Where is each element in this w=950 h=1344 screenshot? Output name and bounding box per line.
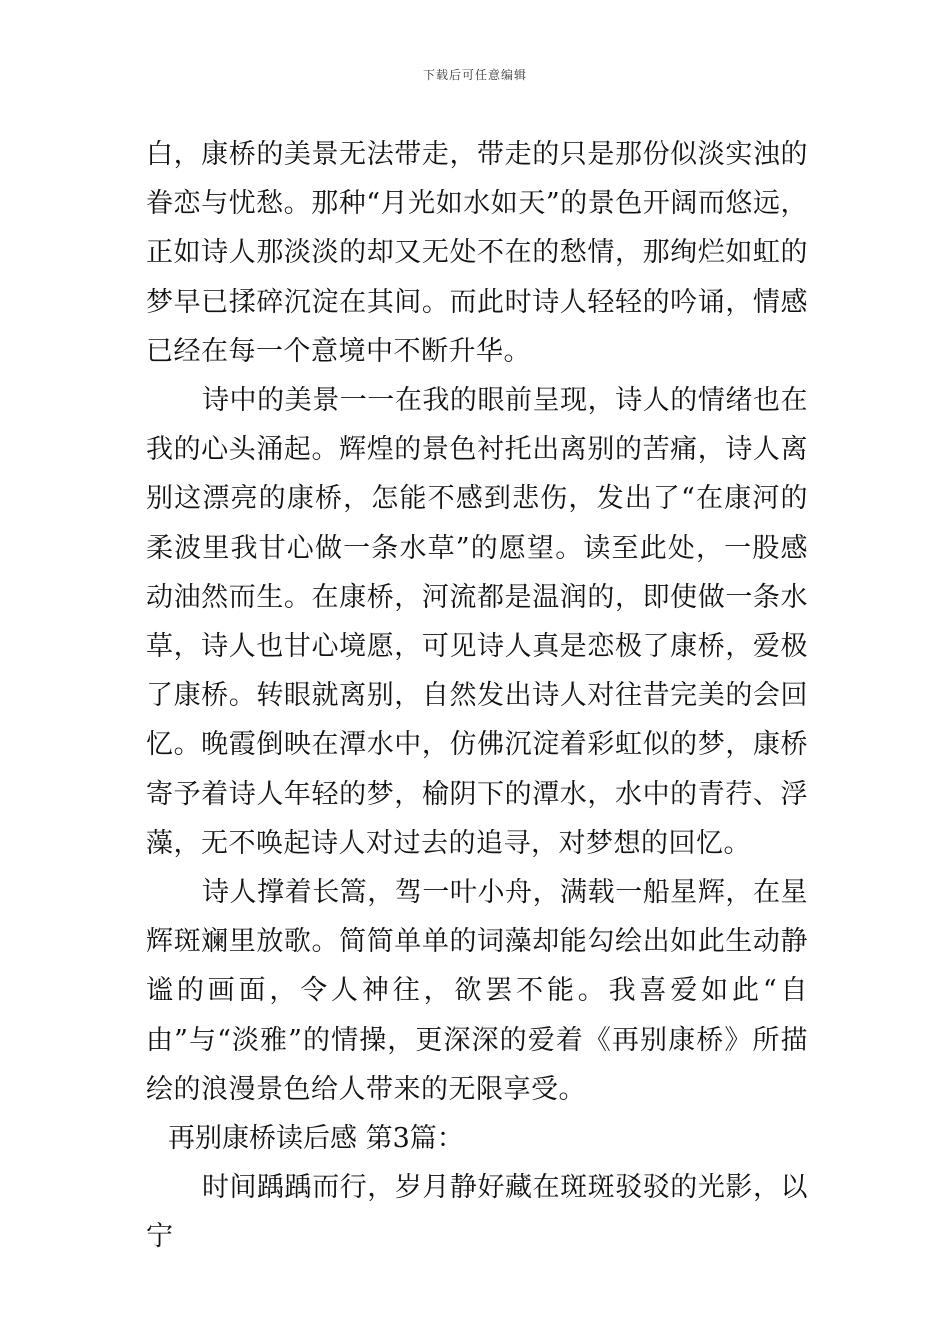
paragraph-boat: 诗人撑着长篙，驾一叶小舟，满载一船星辉，在星辉斑斓里放歌。简简单单的词藻却能勾绘出如此生动静谧的画面，令人神往，欲罢不能。我喜爱如此“自由”与“淡雅”的情操，更深深的爱着《再别康桥》所描绘的浪漫景色给人带来的无限享受。 <box>146 877 808 1105</box>
paragraph-scenery: 诗中的美景一一在我的眼前呈现，诗人的情绪也在我的心头涌起。辉煌的景色衬托出离别的苦痛，诗人离别这漂亮的康桥，怎能不感到悲伤，发出了“在康河的柔波里我甘心做一条水草”的愿望。读至此处，一股感动油然而生。在康桥，河流都是温润的，即使做一条水草，诗人也甘心境愿，可见诗人真是恋极了康桥，爱极了康桥。转眼就离别，自然发出诗人对往昔完美的会回忆。晚霞倒映在潭水中，仿佛沉淀着彩虹似的梦，康桥寄予着诗人年轻的梦，榆阴下的潭水，水中的青荇、浮藻，无不唤起诗人对过去的追寻，对梦想的回忆。 <box>146 385 808 859</box>
document-body <box>146 130 808 1262</box>
page-header: 下载后可任意编辑 <box>422 68 527 82</box>
section-title: 再别康桥读后感 第3篇： <box>168 1123 464 1155</box>
paragraph-continued: 白，康桥的美景无法带走，带走的只是那份似淡实浊的眷恋与忧愁。那种“月光如水如天”的景色开阔而悠远，正如诗人那淡淡的却又无处不在的愁情，那绚烂如虹的梦早已揉碎沉淀在其间。而此时诗人轻轻的吟诵，情感已经在每一个意境中不断升华。 <box>146 139 808 367</box>
paragraph-time: 时间踽踽而行，岁月静好藏在斑斑驳驳的光影，以宁 <box>146 1172 808 1253</box>
